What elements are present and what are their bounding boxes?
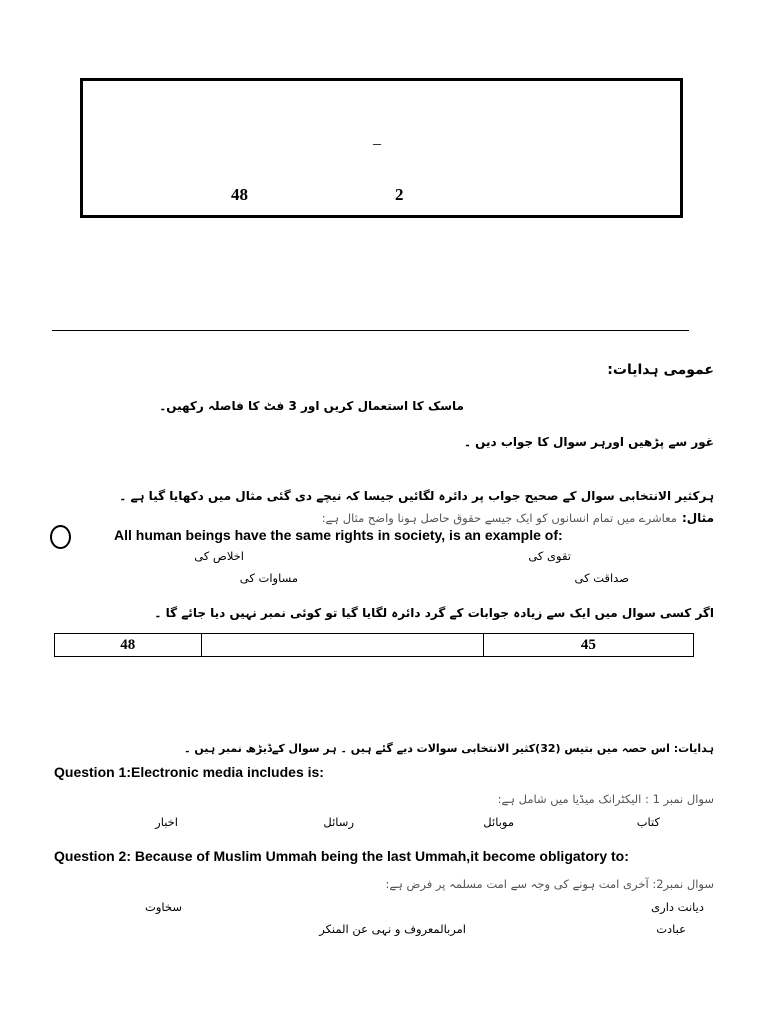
score-table — [54, 633, 694, 657]
instruction-line-3: ہرکثیر الانتخابی سوال کے صحیح جواب پر دائرہ لگائیں جیسا کہ نیچے دی گئی مثال میں دکھایا گیا ہے ۔ — [119, 489, 714, 503]
question-1-option-2: موبائل — [483, 815, 514, 829]
header-dash: _ — [373, 130, 381, 147]
example-option-a: تقوی کی — [528, 549, 571, 563]
question-2-option-1: دیانت داری — [651, 900, 704, 914]
instruction-line-4: اگر کسی سوال میں ایک سے زیادہ جوابات کے گرد دائرہ لگایا گیا تو کوئی نمبر نہیں دیا جائے گا ۔ — [154, 606, 714, 620]
question-1-option-3: رسائل — [323, 815, 354, 829]
question-2-english: Question 2: Because of Muslim Ummah being the last Ummah,it become obligatory to: — [54, 848, 629, 864]
question-1-option-1: کتاب — [636, 815, 660, 829]
divider-line — [52, 330, 689, 331]
question-2-urdu: سوال نمبر2: آخری امت ہونے کی وجہ سے امت مسلمہ پر فرض ہے: — [385, 877, 714, 891]
question-2-option-4: امربالمعروف و نہی عن المنکر — [319, 922, 466, 936]
header-marks-right: 2 — [395, 185, 404, 204]
answer-circle — [50, 525, 71, 549]
instruction-line-2: غور سے پڑھیں اورہر سوال کا جواب دیں ۔ — [463, 435, 714, 449]
section-instruction: ہدایات: اس حصہ میں بتیس (32)کثیر الانتخابی سوالات دیے گئے ہیں ۔ ہر سوال کےڈیڑھ نمبر ہیں ۔ — [184, 742, 714, 755]
score-cell-right: 45 — [483, 634, 693, 657]
score-cell-middle — [201, 634, 483, 657]
example-label: مثال: — [681, 511, 714, 525]
example-row — [322, 507, 714, 526]
header-box — [80, 78, 683, 218]
question-1-english: Question 1:Electronic media includes is: — [54, 764, 324, 780]
instructions-heading: عمومی ہدایات: — [607, 362, 714, 378]
question-1-urdu: سوال نمبر 1 : الیکٹرانک میڈیا میں شامل ہے: — [497, 792, 714, 806]
instruction-line-1: ماسک کا استعمال کریں اور 3 فٹ کا فاصلہ رکھیں۔ — [159, 399, 464, 413]
header-marks-left: 48 — [231, 185, 248, 204]
example-option-c: صداقت کی — [574, 571, 629, 585]
question-2-option-3: عبادت — [656, 922, 686, 936]
score-cell-left: 48 — [55, 634, 202, 657]
question-1-option-4: اخبار — [155, 815, 178, 829]
example-option-d: مساوات کی — [239, 571, 298, 585]
example-option-b: اخلاص کی — [194, 549, 244, 563]
question-2-option-2: سخاوت — [145, 900, 182, 914]
example-english: All human beings have the same rights in society, is an example of: — [114, 527, 563, 543]
example-text: معاشرے میں تمام انسانوں کو ایک جیسے حقوق حاصل ہونا واضح مثال ہے: — [321, 511, 677, 525]
